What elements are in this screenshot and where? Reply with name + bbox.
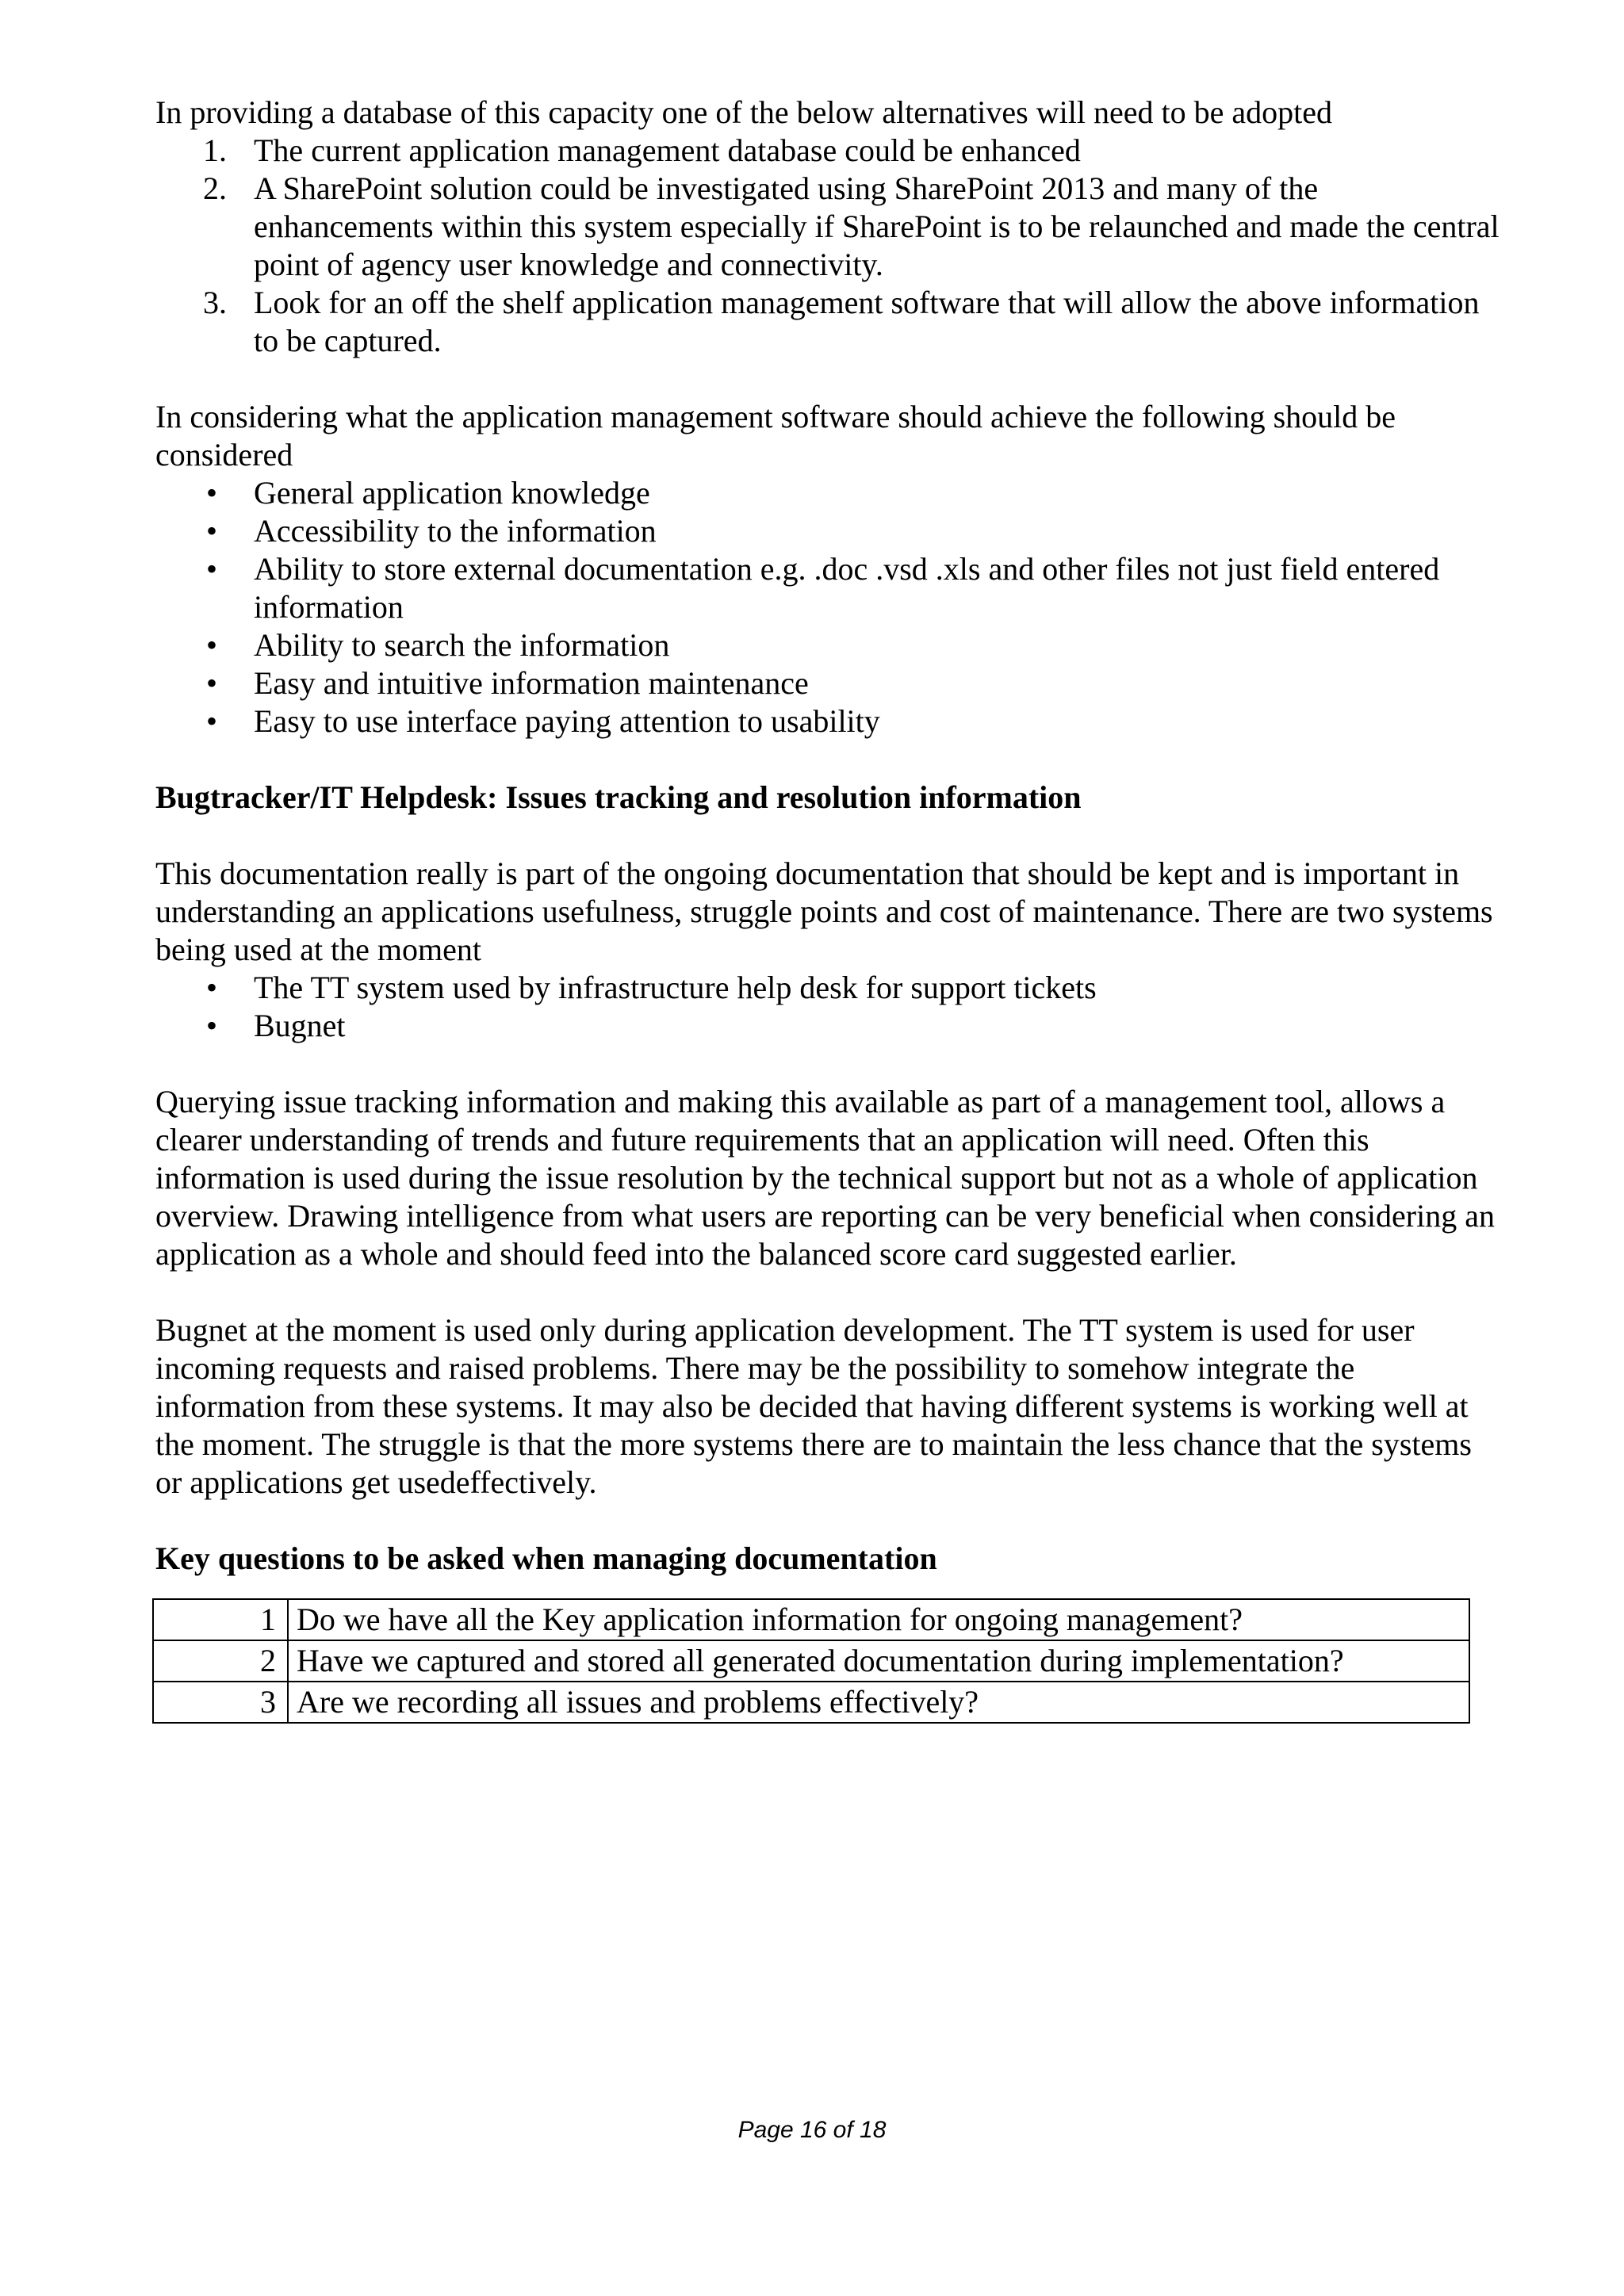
row-number: 3 (153, 1682, 288, 1723)
bullet-icon: • (206, 627, 218, 663)
bugtracker-paragraph-3: Bugnet at the moment is used only during application development. The TT system is used for user incoming requests and raised problems. There may be the possibility to somehow integrate the information from these systems. It may also be decided that having different systems is working well at the moment. The struggle is that the more systems there are to maintain the less chance that the systems or applications get usedeffectively. (155, 1312, 1472, 1500)
list-item-text: Accessibility to the information (254, 513, 657, 549)
bullet-icon: • (206, 551, 218, 587)
question-cell: Do we have all the Key application information for ongoing management? (288, 1599, 1469, 1640)
list-item-text: Look for an off the shelf application management software that will allow the above information to be captured. (254, 285, 1480, 358)
question-cell: Are we recording all issues and problems effectively? (288, 1682, 1469, 1723)
list-item (155, 512, 1503, 550)
page-footer: Page 16 of 18 (737, 2117, 887, 2143)
list-item-text: Ability to search the information (254, 627, 670, 663)
bullet-icon: • (206, 970, 218, 1005)
list-item (155, 1007, 1503, 1045)
bullet-icon: • (206, 475, 218, 511)
list-item-text: Easy to use interface paying attention to usability (254, 703, 880, 739)
list-item-text: A SharePoint solution could be investigated using SharePoint 2013 and many of the enhancements within this system especially if SharePoint is to be relaunched and made the central point of agency user knowledge and connectivity. (254, 170, 1500, 282)
list-item (155, 969, 1503, 1007)
list-item (155, 664, 1503, 702)
list-item-text: Easy and intuitive information maintenance (254, 665, 809, 701)
list-item (155, 170, 1503, 284)
list-item-text: General application knowledge (254, 475, 650, 511)
considerations-list (155, 474, 1503, 740)
question-cell: Have we captured and stored all generated documentation during implementation? (288, 1640, 1469, 1682)
bullet-icon: • (206, 1008, 218, 1043)
systems-list (155, 969, 1503, 1045)
intro-paragraph: In providing a database of this capacity one of the below alternatives will need to be adopted (155, 94, 1332, 130)
section-heading-key-questions: Key questions to be asked when managing documentation (155, 1540, 937, 1576)
bullet-icon: • (206, 513, 218, 549)
list-item-text: The TT system used by infrastructure help desk for support tickets (254, 970, 1097, 1005)
table-row (153, 1640, 1469, 1682)
table-row (153, 1599, 1469, 1640)
row-number: 1 (153, 1599, 288, 1640)
alternatives-list (155, 132, 1503, 360)
list-item (155, 284, 1503, 360)
bullet-icon: • (206, 703, 218, 739)
list-number: 1. (203, 132, 227, 168)
list-item (155, 132, 1503, 170)
list-item (155, 626, 1503, 664)
list-item (155, 550, 1503, 626)
bugtracker-paragraph-1: This documentation really is part of the ongoing documentation that should be kept and is important in understanding an applications usefulness, struggle points and cost of maintenance. There are two systems being used at the moment (155, 855, 1493, 967)
list-item-text: The current application management database could be enhanced (254, 132, 1081, 168)
list-number: 3. (203, 285, 227, 320)
table-row (153, 1682, 1469, 1723)
key-questions-table (152, 1598, 1470, 1724)
bugtracker-paragraph-2: Querying issue tracking information and making this available as part of a management tool, allows a clearer understanding of trends and future requirements that an application will need. Often this information is used during the issue resolution by the technical support but not as a whole of application overview. Drawing intelligence from what users are reporting can be very beneficial when considering an application as a whole and should feed into the balanced score card suggested earlier. (155, 1084, 1495, 1272)
section-heading-bugtracker: Bugtracker/IT Helpdesk: Issues tracking and resolution information (155, 779, 1082, 815)
list-item-text: Ability to store external documentation e.g. .doc .vsd .xls and other files not just field entered information (254, 551, 1440, 625)
list-number: 2. (203, 170, 227, 206)
considerations-paragraph: In considering what the application management software should achieve the following should be considered (155, 399, 1396, 473)
row-number: 2 (153, 1640, 288, 1682)
list-item (155, 474, 1503, 512)
list-item (155, 702, 1503, 740)
bullet-icon: • (206, 665, 218, 701)
document-page (155, 94, 1503, 1724)
list-item-text: Bugnet (254, 1008, 346, 1043)
